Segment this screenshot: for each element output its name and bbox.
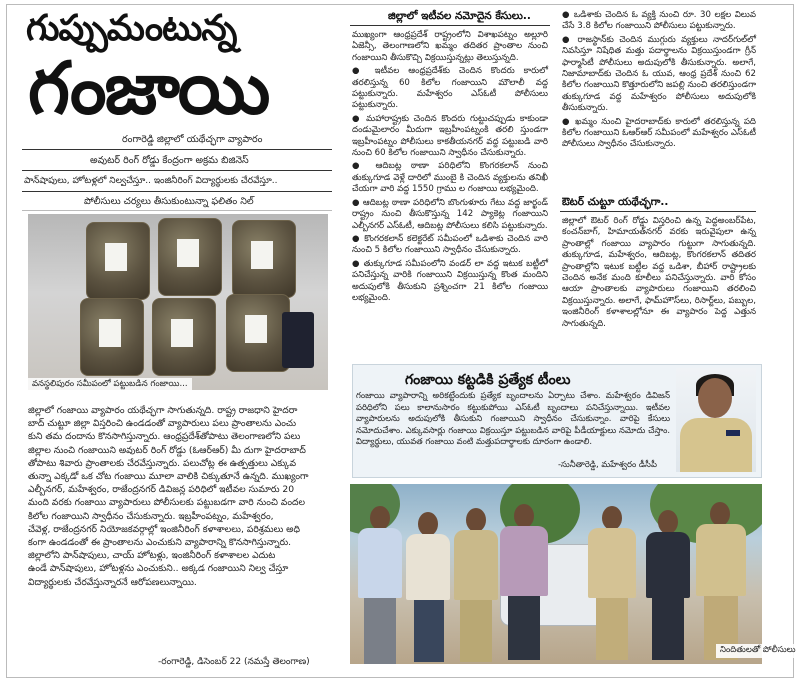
text-line: తున్నా ఎక్కడో ఒక చోట గంజాయి మూలా వాలికి చిక్కుతూనే ఉన్నది. ముఖ్యంగా bbox=[28, 471, 309, 483]
case-paragraph: ● ఆదిబట్ల ఠాణా పరిధిలోని బొంగుళూరు గేటు వద్ద జార్ఖండ్ రాష్ట్రం నుంచి తీసుకొస్తున్న 142 ప్యాకెట్ల గంజాయిని ఎల్బీనగర్ ఎస్ఓటీ, ఆదిబట్ల పోలీసులు కలిసి పట్టుకున్నారు. bbox=[352, 197, 548, 231]
case-paragraph: ● కొంగరకలాన్ కలెక్టరేట్ సమీపంలో ఒడిశాకు చెందిన వారి నుంచి 5 కిలోల గంజాయిని స్వాధీనం చేసుకున్నారు. bbox=[352, 233, 548, 256]
headline-line2: గంజాయి bbox=[28, 46, 269, 130]
black-bag bbox=[282, 312, 314, 368]
middle-column-body bbox=[352, 30, 548, 306]
outer-heading-underline bbox=[560, 211, 756, 212]
outer-paragraph: జిల్లాలో ఔటర్ రింగ్ రోడ్డు విస్తరించి ఉన్న పెద్దఅంబర్‌పేట, కంచన్‌బాగ్, హిమాయత్‌నగర్ వరకు ఇరువైపులా ఉన్న ప్రాంతాల్లో గంజాయి వ్యాపారం గుట్టుగా సాగుతున్నది. తుక్కుగూడ, మహేశ్వరం, ఆదిబట్ల, కొంగరకలాన్ తదితర ప్రాంతాల్లోని ఇటుక బట్టీల వద్ద ఒడిశా, బీహార్ రాష్ట్రాలకు చెందిన అనేక మంది కూలీలు పనిచేస్తున్నారు. వారి కోసం ఆయా ప్రాంతాలకు వ్యాపారులు గంజాయిని తరలించి విక్రయిస్తున్నారు. అలాగే, ఫామ్‌హౌస్‌లు, రిసార్ట్‌లు, పబ్బుల, ఇంజినీరింగ్ కళాశాలల్లోనూ ఈ వ్యాపారం పెద్ద ఎత్తున సాగుతున్నది. bbox=[562, 216, 756, 329]
subhead-2: అవుటర్ రింగ్ రోడ్డు కేంద్రంగా అక్రమ బిజినెస్ bbox=[90, 155, 249, 166]
subhead-divider-2 bbox=[22, 170, 332, 171]
text-line: ఉండే పాన్‌షాపులు, హోటళ్లను ఎంచుకుని.. అక్కడ గంజాయిని నిల్వ చేస్తూ bbox=[28, 563, 289, 575]
text-line: బాద్ చుట్టూ జిల్లా విస్తరించి ఉండడంతో వ్యాపారులు పలు ప్రాంతాలను ఎంచు bbox=[28, 418, 297, 430]
case-paragraph: ● ఒడిశాకు చెందిన ఓ వ్యక్తి నుంచి రూ. 30 లక్షల విలువ చేసే 3.8 కిలోల గంజాయిని పోలీసులు పట్టుకున్నారు. bbox=[562, 10, 756, 32]
text-line: తోపాటు శివారు ప్రాంతాలకు చేరవేస్తున్నారు. పలుచోట్ల ఈ ఉత్పత్తులు ఎక్కువ bbox=[28, 457, 297, 469]
text-line: కంగా ఉండడంతో ఈ ప్రాంతాలను ఎంచుకుని వ్యాపారాన్ని కొనసాగిస్తున్నారు. bbox=[28, 537, 292, 549]
case-paragraph: ● రాజస్థాన్‌కు చెందిన ముగ్గురు వ్యక్తులు నాదర్‌గుల్‌లో నివసిస్తూ నిషేధిత మత్తు పదార్థాలను విక్రయిస్తుండగా గ్రీన్ ఫార్మాసిటీ పోలీసులు అదుపులోకి తీసుకున్నారు. అలాగే, నిజామాబాద్‌కు చెందిన ఓ యువ, ఆంధ్ర ప్రదేశ్ నుంచి 62 కిలోల గంజాయిని కొత్తూరులోని జపల్లి నుంచి తరలిస్తుండగా తుక్కుగూడ వద్ద మహేశ్వరం పోలీసులు అదుపులోకి తీసుకున్నారు. bbox=[562, 34, 756, 114]
special-teams-attribution: -సునీతారెడ్డి, మహేశ్వరం డీసీపీ bbox=[558, 459, 657, 469]
group-photo-caption: నిందితులతో పోలీసులు bbox=[716, 644, 800, 658]
special-teams-text: గంజాయి వ్యాపారాన్ని అరికట్టేందుకు ప్రత్యేక బృందాలను ఏర్పాటు చేశాం. మహేశ్వరం డివిజన్ పరిధిలోని పలు కాలానుసారం కట్టుకుపోయి ఎస్ఓటీ బృందాలు పనిచేస్తున్నాయి. ఇటీవల వ్యాపారులను అదుపులోకి తీసుకుని గంజాయిని స్వాధీనం చేసుకున్నాం. వారిపై కేసులు నమోదుచేశాం. ఎక్కువసార్లు గంజాయి విక్రయిస్తూ పట్టుబడిన వారిపై పీడీయాక్టులు నమోదు చేస్తాం. విద్యార్థులు, యువత గంజాయి వంటి మత్తుపదార్థాలకు దూరంగా ఉండాలి. bbox=[356, 390, 670, 447]
dateline: -రంగారెడ్డి, డిసెంబర్ 22 (నమస్తే తెలంగాణ) bbox=[158, 657, 310, 667]
special-teams-title: గంజాయి కట్టడికి ప్రత్యేక టీంలు bbox=[405, 372, 571, 388]
headline-line1: గుప్పుమంటున్న bbox=[26, 8, 237, 49]
left-article-body bbox=[28, 404, 328, 589]
subhead-3: పాన్‌షాపులు, హోటళ్లలో నిల్వచేస్తూ.. ఇంజినీరింగ్ విద్యార్థులకు చేరవేస్తూ.. bbox=[24, 176, 278, 186]
ganja-packet bbox=[232, 220, 296, 298]
seized-ganja-photo bbox=[28, 214, 328, 390]
case-paragraph: ● ఆదిబట్ల ఠాణా పరిధిలోని కొంగరకలాన్ నుంచి తుక్కుగూడ వెళ్లే దారిలో ముంబై కి చెందిన వ్యక్తులను తనిఖీ చేయగా వారి వద్ద 1550 గ్రాము ల గంజాయి లభ్యమైంది. bbox=[352, 161, 548, 195]
text-line: జిల్లాలోని పాన్‌షాపులు, చాయ్ హోటళ్లు, ఇంజినీరింగ్ కళాశాలల ఎదుట bbox=[28, 550, 276, 562]
text-line: మంది వరకు గంజాయి వ్యాపారులు పోలీసులకు పట్టుబడగా వారి నుంచి వందల bbox=[28, 497, 306, 509]
subhead-4: పోలీసులు చర్యలు తీసుకుంటున్నా ఫలితం నిల్ bbox=[84, 196, 254, 207]
text-line: ఎల్బీనగర్, మహేశ్వరం, రాజేంద్రనగర్ డివిజన్ల పరిధిలో ఇటీవల సుమారు 20 bbox=[28, 484, 295, 496]
ganja-packet bbox=[152, 298, 216, 376]
accused-with-police-photo bbox=[350, 484, 762, 664]
text-line: కుని తమ దందాను కొనసాగిస్తున్నారు. ఆంధ్రప్రదేశ్‌తోపాటు తెలంగాణలోని పలు bbox=[28, 431, 301, 443]
ganja-packet bbox=[86, 222, 150, 300]
subhead-divider-4 bbox=[22, 210, 332, 211]
ganja-packet bbox=[158, 218, 222, 296]
case-paragraph: ● ఖమ్మం నుంచి హైదరాబాద్‌కు కారులో తరలిస్తున్న పది కిలోల గంజాయిని ఓఆర్ఆర్ సమీపంలో మహేశ్వరం ఎస్ఓటీ పోలీసులు స్వాధీనం చేసుకున్నారు. bbox=[562, 116, 756, 150]
text-line: జిల్లాలో గంజాయి వ్యాపారం యథేచ్ఛగా సాగుతున్నది. రాష్ట్ర రాజధాని హైదరా bbox=[28, 405, 298, 416]
drugs-photo-caption: వనస్థలిపురం సమీపంలో పట్టుబడిన గంజాయి... bbox=[28, 378, 192, 392]
outer-ring-heading: ఔటర్ చుట్టూ యథేచ్ఛగా.. bbox=[562, 196, 669, 208]
ganja-packet bbox=[80, 298, 144, 376]
middle-column-heading: జిల్లాలో ఇటీవల నమోదైన కేసులు.. bbox=[388, 10, 531, 22]
subhead-1: రంగారెడ్డి జిల్లాలో యథేచ్ఛగా వ్యాపారం bbox=[122, 134, 263, 145]
case-paragraph: ముఖ్యంగా ఆంధ్రప్రదేశ్ రాష్ట్రంలోని విశాఖపట్నం అల్లూరి ఏజెన్సీ, తెలంగాణలోని ఖమ్మం తదితర ప్రాంతాల నుంచి గంజాయిని తీసుకొచ్చి విక్రయిస్తున్నట్లు తెలుస్తున్నది. bbox=[352, 30, 548, 63]
text-line: కిలోల గంజాయిని స్వాధీనం చేసుకున్నారు. ఇబ్రహీంపట్నం, మహేశ్వరం, bbox=[28, 510, 274, 522]
subhead-divider-1 bbox=[22, 149, 332, 150]
dcp-portrait bbox=[676, 368, 756, 472]
text-line: విద్యార్థులకు చేరవేస్తున్నారనే ఆరోపణలున్నాయి. bbox=[28, 576, 197, 588]
text-line: చేవెళ్ల, రాజేంద్రనగర్ నియోజకవర్గాల్లో ఇంజినీరింగ్ కళాశాలలు, పరిశ్రమలు అధి bbox=[28, 523, 301, 535]
middle-heading-underline bbox=[350, 25, 550, 26]
subhead-divider-3 bbox=[22, 191, 332, 192]
text-line: జిల్లాల నుంచి గంజాయిని అవుటర్ రింగ్ రోడ్డు (ఓఆర్ఆర్) మీ దుగా హైదరాబాద్ bbox=[28, 444, 306, 456]
case-paragraph: ● తుక్కుగూడ సమీపంలోని వండర్ లా వద్ద ఇటుక బట్టీలో పనిచేస్తున్న వారికి గంజాయిని విక్రయిస్తున్న కొంత మందిని అదుపులోకి తీసుకుని ప్రశ్నించగా 21 కిలోల గంజాయి లభ్యమైంది. bbox=[352, 258, 548, 303]
case-paragraph: ● మహారాష్ట్రకు చెందిన కొందరు గుట్టుచప్పుడు కాకుండా దండుమైలారం మీదుగా ఇబ్రహీంపట్నంకి తరలి స్తుండగా ఇబ్రహీంపట్నం పోలీసులు కాకతీయనగర్ వద్ద పట్టుబడి వారి నుంచి 60 కిలోల గంజాయిని స్వాధీనం చేసుకున్నారు. bbox=[352, 113, 548, 159]
right-column-body bbox=[562, 10, 756, 153]
case-paragraph: ● ఇటీవల ఆంధ్రప్రదేశ్‌కు చెందిన కొందరు కారులో తరలిస్తున్న 60 కిలోల గంజాయిని మౌలాలీ వద్ద పట్టుకున్నారు. మహేశ్వరం ఎస్ఓటీ పోలీసులు పట్టుకున్నారు. bbox=[352, 66, 548, 111]
outer-ring-body bbox=[562, 216, 756, 332]
ganja-packet bbox=[226, 294, 290, 372]
